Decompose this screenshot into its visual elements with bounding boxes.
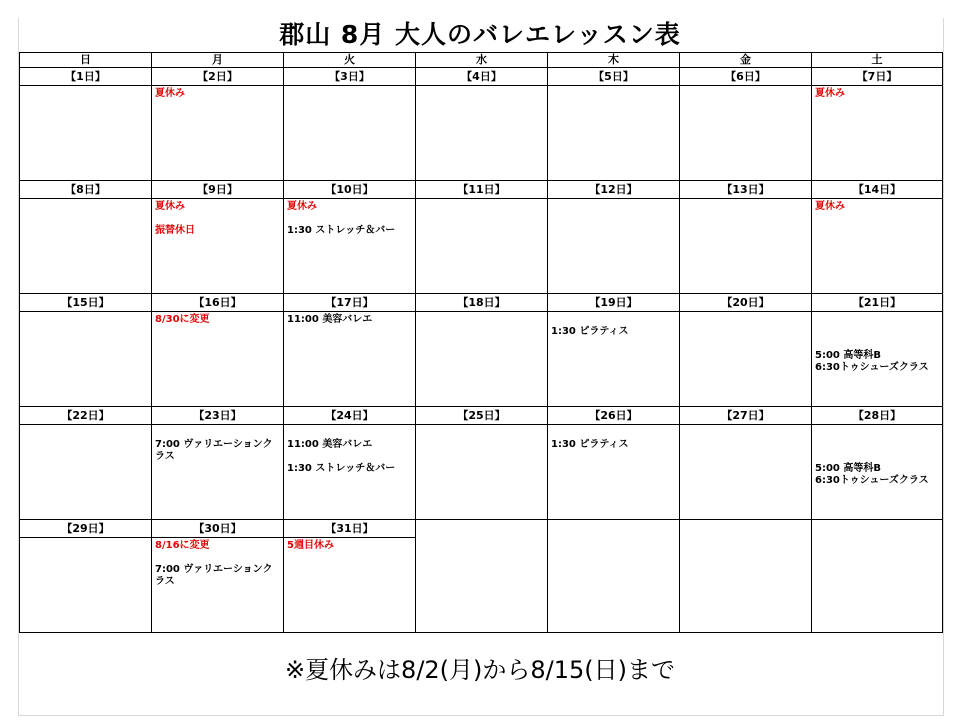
- event-rescheduled: 8/30に変更: [155, 314, 210, 325]
- weekday-thu: 木: [548, 53, 680, 68]
- event-summer-break: 夏休み: [155, 201, 185, 212]
- event-pilates: 1:30 ピラティス: [551, 326, 629, 337]
- day-number: 【1日】: [20, 68, 151, 86]
- day-number: 【12日】: [548, 181, 679, 199]
- day-cell-29: [20, 520, 152, 633]
- event-stretch-barre: 1:30 ストレッチ＆バー: [287, 463, 396, 474]
- day-cell-17: [284, 294, 416, 407]
- week-row-5: [20, 520, 943, 633]
- day-number: 【31日】: [284, 520, 415, 538]
- day-number: 【7日】: [812, 68, 942, 86]
- event-summer-break: 夏休み: [815, 88, 845, 99]
- day-number: 【27日】: [680, 407, 811, 425]
- day-number: 【28日】: [812, 407, 942, 425]
- event-beauty-ballet: 11:00 美容バレエ: [287, 439, 373, 450]
- day-cell-6: [680, 68, 812, 181]
- event-summer-break: 夏休み: [155, 88, 185, 99]
- day-number: 【25日】: [416, 407, 547, 425]
- day-cell-5: [548, 68, 680, 181]
- day-number: 【14日】: [812, 181, 942, 199]
- event-summer-break: 夏休み: [287, 201, 317, 212]
- day-cell-23: [152, 407, 284, 520]
- day-cell-22: [20, 407, 152, 520]
- weekday-mon: 月: [152, 53, 284, 68]
- footer-note: ※夏休みは8/2(月)から8/15(日)まで: [284, 656, 676, 684]
- day-number: 【5日】: [548, 68, 679, 86]
- weekday-header-row: [20, 53, 943, 68]
- day-cell-12: [548, 181, 680, 294]
- event-variation-class: 7:00 ヴァリエーションクラス: [155, 439, 273, 462]
- day-cell-15: [20, 294, 152, 407]
- day-number: 【24日】: [284, 407, 415, 425]
- event-rescheduled: 8/16に変更: [155, 540, 210, 551]
- event-fifth-week-off: 5週目休み: [287, 540, 334, 551]
- day-cell-4: [416, 68, 548, 181]
- page-title: 郡山 8月 大人のバレエレッスン表: [279, 20, 681, 49]
- day-cell-8: [20, 181, 152, 294]
- empty-cell: [812, 520, 943, 633]
- weekday-sun: 日: [20, 53, 152, 68]
- day-number: 【21日】: [812, 294, 942, 312]
- day-cell-24: [284, 407, 416, 520]
- day-cell-11: [416, 181, 548, 294]
- day-number: 【15日】: [20, 294, 151, 312]
- day-cell-20: [680, 294, 812, 407]
- event-summer-break: 夏休み: [815, 201, 845, 212]
- event-pilates: 1:30 ピラティス: [551, 439, 629, 450]
- day-number: 【26日】: [548, 407, 679, 425]
- week-row-4: [20, 407, 943, 520]
- day-cell-10: [284, 181, 416, 294]
- calendar-table: [19, 52, 943, 633]
- empty-cell: [680, 520, 812, 633]
- weekday-wed: 水: [416, 53, 548, 68]
- day-number: 【13日】: [680, 181, 811, 199]
- day-number: 【17日】: [284, 294, 415, 312]
- event-stretch-barre: 1:30 ストレッチ＆バー: [287, 225, 396, 236]
- week-row-3: [20, 294, 943, 407]
- event-advanced-b: 5:00 高等科B: [815, 350, 881, 361]
- day-number: 【2日】: [152, 68, 283, 86]
- event-variation-class: 7:00 ヴァリエーションクラス: [155, 564, 273, 587]
- day-cell-30: [152, 520, 284, 633]
- weekday-tue: 火: [284, 53, 416, 68]
- day-cell-13: [680, 181, 812, 294]
- day-number: 【23日】: [152, 407, 283, 425]
- event-substitute-holiday: 振替休日: [155, 225, 195, 236]
- day-number: 【30日】: [152, 520, 283, 538]
- day-number: 【8日】: [20, 181, 151, 199]
- day-number: 【22日】: [20, 407, 151, 425]
- day-number: 【11日】: [416, 181, 547, 199]
- day-cell-2: [152, 68, 284, 181]
- day-cell-3: [284, 68, 416, 181]
- day-number: 【6日】: [680, 68, 811, 86]
- day-cell-9: [152, 181, 284, 294]
- day-number: 【9日】: [152, 181, 283, 199]
- empty-cell: [548, 520, 680, 633]
- day-number: 【18日】: [416, 294, 547, 312]
- day-number: 【20日】: [680, 294, 811, 312]
- event-pointe-class: 6:30トゥシューズクラス: [815, 362, 929, 373]
- week-row-1: [20, 68, 943, 181]
- day-number: 【4日】: [416, 68, 547, 86]
- day-cell-1: [20, 68, 152, 181]
- event-beauty-ballet: 11:00 美容バレエ: [287, 314, 373, 325]
- day-number: 【3日】: [284, 68, 415, 86]
- day-cell-31: [284, 520, 416, 633]
- day-cell-21: [812, 294, 943, 407]
- day-cell-25: [416, 407, 548, 520]
- day-number: 【10日】: [284, 181, 415, 199]
- day-cell-7: [812, 68, 943, 181]
- day-cell-18: [416, 294, 548, 407]
- event-advanced-b: 5:00 高等科B: [815, 463, 881, 474]
- day-number: 【19日】: [548, 294, 679, 312]
- weekday-fri: 金: [680, 53, 812, 68]
- day-number: 【16日】: [152, 294, 283, 312]
- weekday-sat: 土: [812, 53, 943, 68]
- day-cell-26: [548, 407, 680, 520]
- day-number: 【29日】: [20, 520, 151, 538]
- day-cell-28: [812, 407, 943, 520]
- event-pointe-class: 6:30トゥシューズクラス: [815, 475, 929, 486]
- day-cell-14: [812, 181, 943, 294]
- day-cell-16: [152, 294, 284, 407]
- empty-cell: [416, 520, 548, 633]
- day-cell-19: [548, 294, 680, 407]
- day-cell-27: [680, 407, 812, 520]
- week-row-2: [20, 181, 943, 294]
